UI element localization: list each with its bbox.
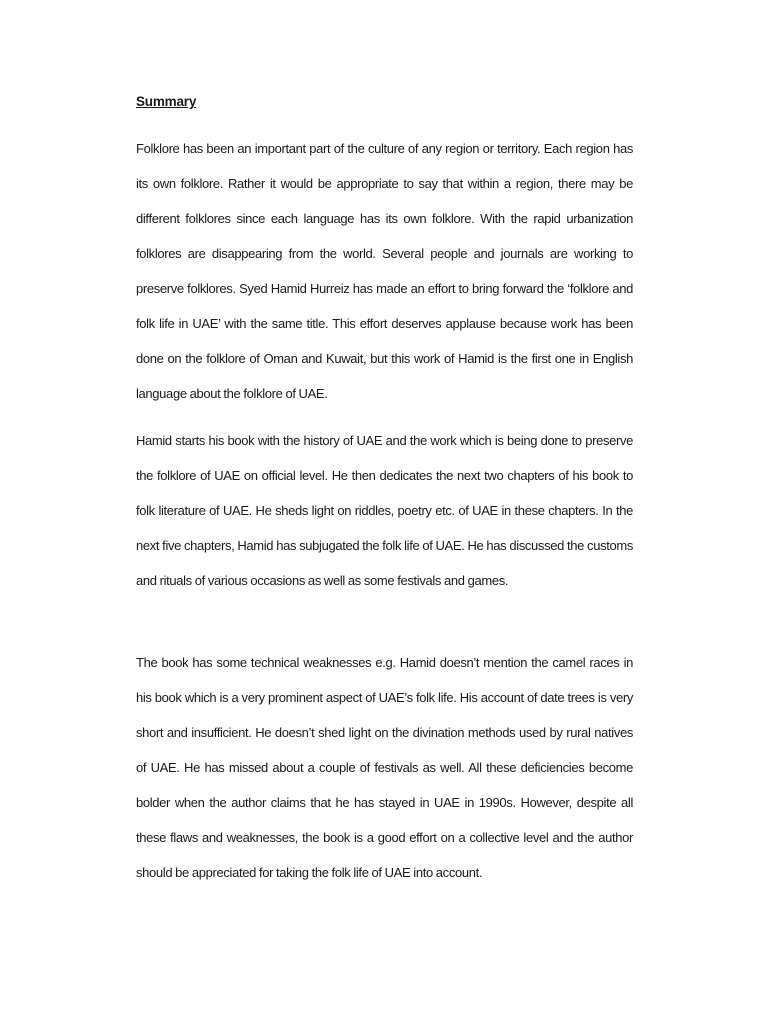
paragraph-weaknesses: The book has some technical weaknesses e.g. Hamid doesn’t mention the camel races in his book which is a very prominent aspect of UAE’s folk life. His account of date trees is very short and insufficient. He doesn’t shed light on the divination methods used by rural natives of UAE. He has missed about a couple of festivals as well. All these deficiencies become bolder when the author claims that he has stayed in UAE in 1990s. However, despite all these flaws and weaknesses, the book is a good effort on a collective level and the author should be appreciated for taking the folk life of UAE into account. bbox=[136, 655, 633, 880]
paragraph-introduction: Folklore has been an important part of the culture of any region or territory. Each region has its own folklore. Rather it would be appropriate to say that within a region, there may be different folklores since each language has its own folklore. With the rapid urbanization folklores are disappearing from the world. Several people and journals are working to preserve folklores. Syed Hamid Hurreiz has made an effort to bring forward the ‘folklore and folk life in UAE’ with the same title. This effort deserves applause because work has been done on the folklore of Oman and Kuwait, but this work of Hamid is the first one in English language about the folklore of UAE. bbox=[136, 141, 633, 401]
paragraph-book-contents: Hamid starts his book with the history of UAE and the work which is being done to preserve the folklore of UAE on official level. He then dedicates the next two chapters of his book to folk literature of UAE. He sheds light on riddles, poetry etc. of UAE in these chapters. In the next five chapters, Hamid has subjugated the folk life of UAE. He has discussed the customs and rituals of various occasions as well as some festivals and games. bbox=[136, 433, 633, 588]
summary-heading: Summary bbox=[136, 94, 197, 109]
